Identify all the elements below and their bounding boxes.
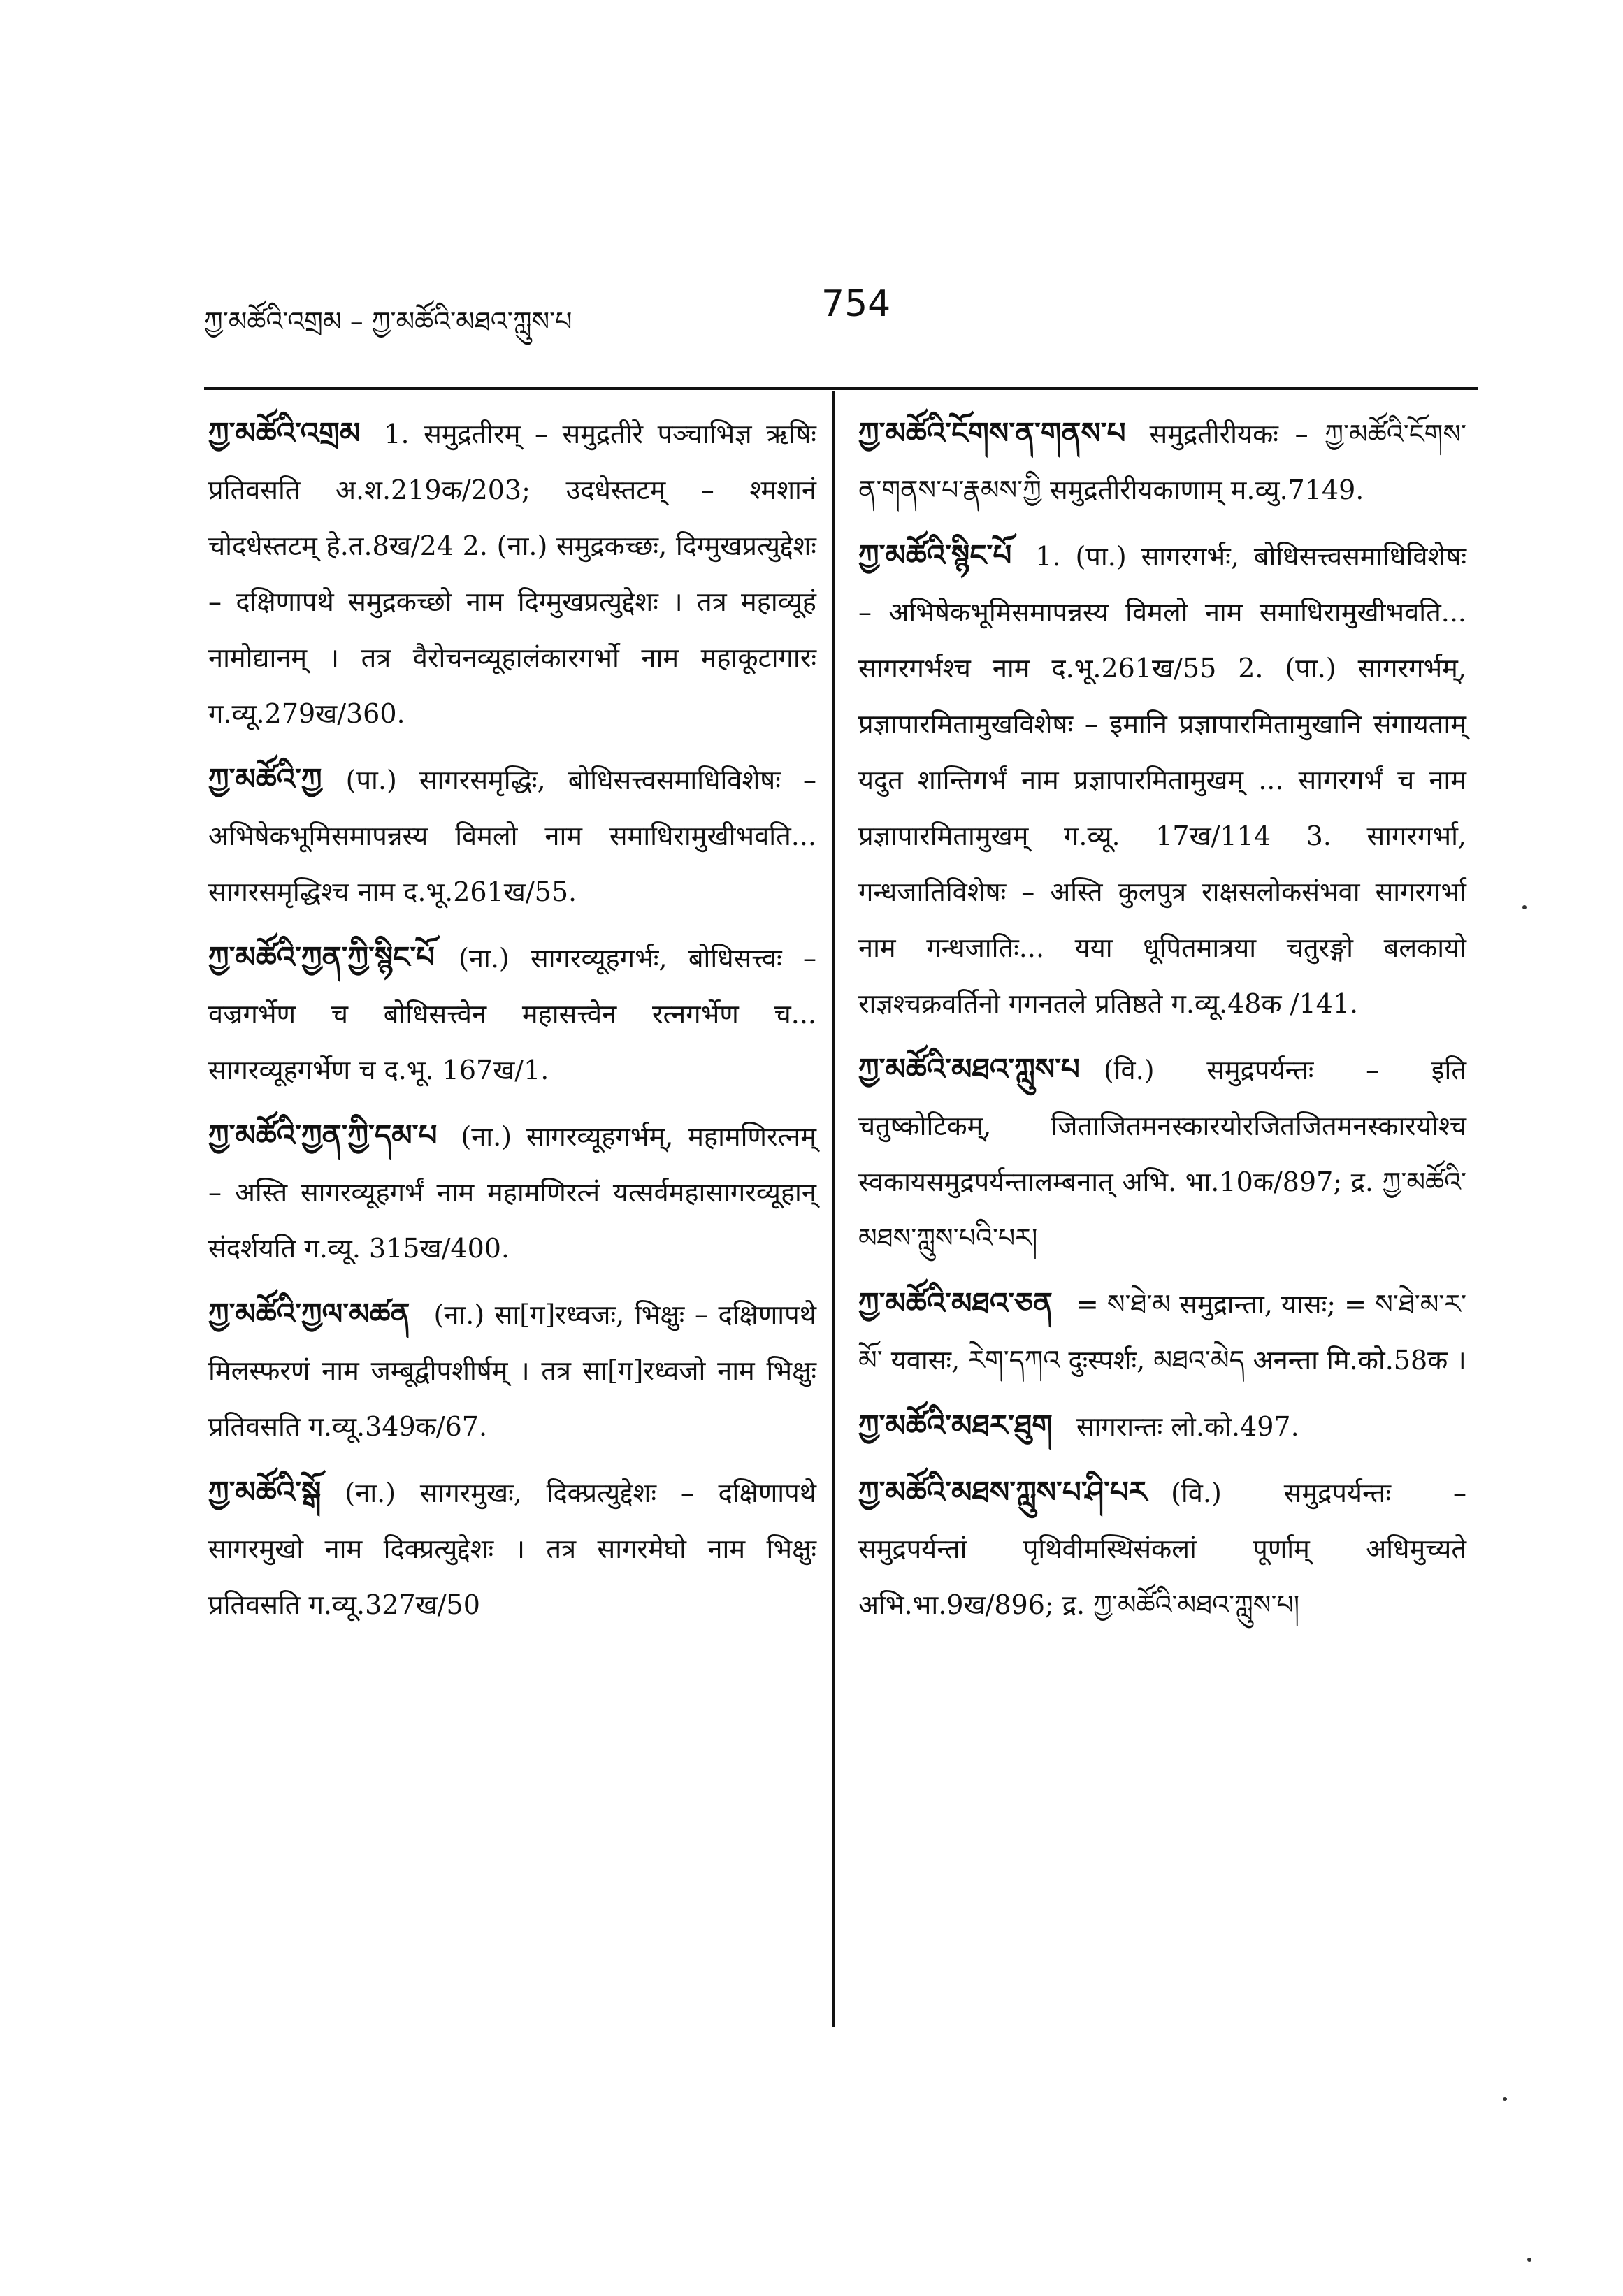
dictionary-entry xyxy=(858,1398,1466,1454)
dictionary-entry xyxy=(208,405,816,742)
left-column xyxy=(208,405,816,1642)
entry-headword: ཀྱ་མཚོའི་མཐར་ཐུག xyxy=(858,1408,1053,1443)
scan-speck xyxy=(1503,2097,1507,2101)
right-column xyxy=(858,405,1466,1642)
dictionary-entry xyxy=(208,1464,816,1633)
entry-text: 1. समुद्रतीरम् – समुद्रतीरे पञ्चाभिज्ञ ऋषिः प्रतिवसति अ.श.219क/203; उदधेस्तटम् – श्मशानं चोदधेस्तटम् हे.त.8ख/24 2. (ना.) समुद्रकच्छः, दिग्मुखप्रत्युद्देशः – दक्षिणापथे समुद्रकच्छो नाम दिग्मुखप्रत्युद्देशः । तत्र महाव्यूहं नामोद्यानम् । तत्र वैरोचनव्यूहालंकारगर्भो नाम महाकूटागारः ग.व्यू.279ख/360. xyxy=(208,419,816,729)
dictionary-entry xyxy=(208,751,816,920)
column-divider xyxy=(832,391,835,2027)
dictionary-entry xyxy=(208,1108,816,1276)
page-number: 754 xyxy=(821,283,891,325)
entry-headword: ཀྱ་མཚོའི་མཐའ་ཅན xyxy=(858,1286,1053,1320)
dictionary-entry xyxy=(208,1286,816,1454)
entry-text: सागरान्तः लो.को.497. xyxy=(1076,1411,1299,1442)
entry-text: 1. (पा.) सागरगर्भः, बोधिसत्त्वसमाधिविशेषः – अभिषेकभूमिसमापन्नस्य विमलो नाम समाधिरामुखीभवति... सागरगर्भश्च नाम द.भू.261ख/55 2. (पा.) सागरगर्भम्, प्रज्ञापारमितामुखविशेषः – इमानि प्रज्ञापारमितामुखानि संगायताम् यदुत शान्तिगर्भं नाम प्रज्ञापारमितामुखम् ... सागरगर्भं च नाम प्रज्ञापारमितामुखम् ग.व्यू. 17ख/114 3. सागरगर्भा, गन्धजातिविशेषः – अस्ति कुलपुत्र राक्षसलोकसंभवा सागरगर्भा नाम गन्धजातिः... यया धूपितमात्रया चतुरङ्गो बलकायो राज्ञश्चक्रवर्तिनो गगनतले प्रतिष्ठते ग.व्यू.48क /141. xyxy=(858,541,1466,1019)
entry-text: (ना.) सा[ग]रध्वजः, भिक्षुः – दक्षिणापथे मिलस्फरणं नाम जम्बूद्वीपशीर्षम् । तत्र सा[ग]रध्वजो नाम भिक्षुः प्रतिवसति ग.व्यू.349क/67. xyxy=(208,1299,816,1442)
entry-headword: ཀྱ་མཚོའི་མཐས་ཀླུས་པ་ཤི་པར xyxy=(858,1475,1148,1509)
dictionary-entry xyxy=(858,1464,1466,1633)
entry-text: = ས་ཐེ་མ समुद्रान्ता, यासः; = ས་ཐེ་མ་ར་མོ་ यवासः, རེག་དཀའ दुःस्पर्शः, མཐའ་མེད अनन्ता मि.को.58क । xyxy=(858,1289,1466,1376)
header-rule xyxy=(204,387,1478,390)
running-head: ཀྱ་མཚོའི་འགྲམ – ཀྱ་མཚོའི་མཐའ་ཀླུས་པ xyxy=(204,306,572,337)
entry-text: (ना.) सागरव्यूहगर्भः, बोधिसत्त्वः – वज्रगर्भेण च बोधिसत्त्वेन महासत्त्वेन रत्नगर्भेण च... सागरव्यूहगर्भेण च द.भू. 167ख/1. xyxy=(208,943,816,1085)
entry-headword: ཀྱ་མཚོའི་འགྲམ xyxy=(208,416,361,450)
entry-headword: ཀྱ་མཚོའི་ཀྱ xyxy=(208,762,322,796)
entry-text: समुद्रतीरीयकः – ཀྱ་མཚོའི་ངོགས་ན་གནས་པ་རྣམས་ཀྱི समुद्रतीरीयकाणाम् म.व्यु.7149. xyxy=(858,419,1466,505)
dictionary-entry xyxy=(858,1041,1466,1266)
entry-headword: ཀྱ་མཚོའི་ངོགས་ན་གནས་པ xyxy=(858,416,1126,450)
entry-headword: ཀྱ་མཚོའི་སྒོ xyxy=(208,1475,322,1509)
scan-speck xyxy=(1527,2258,1531,2262)
entry-text: (पा.) सागरसमृद्धिः, बोधिसत्त्वसमाधिविशेषः – अभिषेकभूमिसमापन्नस्य विमलो नाम समाधिरामुखीभवति... सागरसमृद्धिश्च नाम द.भू.261ख/55. xyxy=(208,765,816,907)
entry-headword: ཀྱ་མཚོའི་ཀྱལ་མཚན xyxy=(208,1297,410,1331)
entry-text: (वि.) समुद्रपर्यन्तः – समुद्रपर्यन्तां पृथिवीमस्थिसंकलां पूर्णाम् अधिमुच्यते अभि.भा.9ख/896; द्र. ཀྱ་མཚོའི་མཐའ་ཀླུས་པ། xyxy=(858,1478,1466,1620)
dictionary-entry xyxy=(858,528,1466,1032)
entry-headword: ཀྱ་མཚོའི་སྙིང་པོ xyxy=(858,538,1012,572)
dictionary-entry xyxy=(208,930,816,1098)
entry-headword: ཀྱ་མཚོའི་ཀྱན་ཀྱི་སྙིང་པོ xyxy=(208,940,435,974)
entry-headword: ཀྱ་མཚོའི་ཀྱན་ཀྱི་དམ་པ xyxy=(208,1118,438,1153)
dictionary-entry xyxy=(858,1276,1466,1388)
scan-speck xyxy=(1522,905,1527,909)
entry-text: (ना.) सागरमुखः, दिक्प्रत्युद्देशः – दक्षिणापथे सागरमुखो नाम दिक्प्रत्युद्देशः । तत्र सागरमेघो नाम भिक्षुः प्रतिवसति ग.व्यू.327ख/50 xyxy=(208,1478,816,1620)
entry-text: (ना.) सागरव्यूहगर्भम्, महामणिरत्नम् – अस्ति सागरव्यूहगर्भं नाम महामणिरत्नं यत्सर्वमहासागरव्यूहान् संदर्शयति ग.व्यू. 315ख/400. xyxy=(208,1121,816,1264)
dictionary-entry xyxy=(858,405,1466,518)
entry-headword: ཀྱ་མཚོའི་མཐའ་ཀླུས་པ xyxy=(858,1052,1080,1086)
entry-text: (वि.) समुद्रपर्यन्तः – इति चतुष्कोटिकम्, जिताजितमनस्कारयोरजितजितमनस्कारयोश्च स्वकायसमुद्रपर्यन्तालम्बनात् अभि. भा.10क/897; द्र. ཀྱ་མཚོའི་མཐས་ཀླུས་པའི་པར། xyxy=(858,1055,1466,1253)
